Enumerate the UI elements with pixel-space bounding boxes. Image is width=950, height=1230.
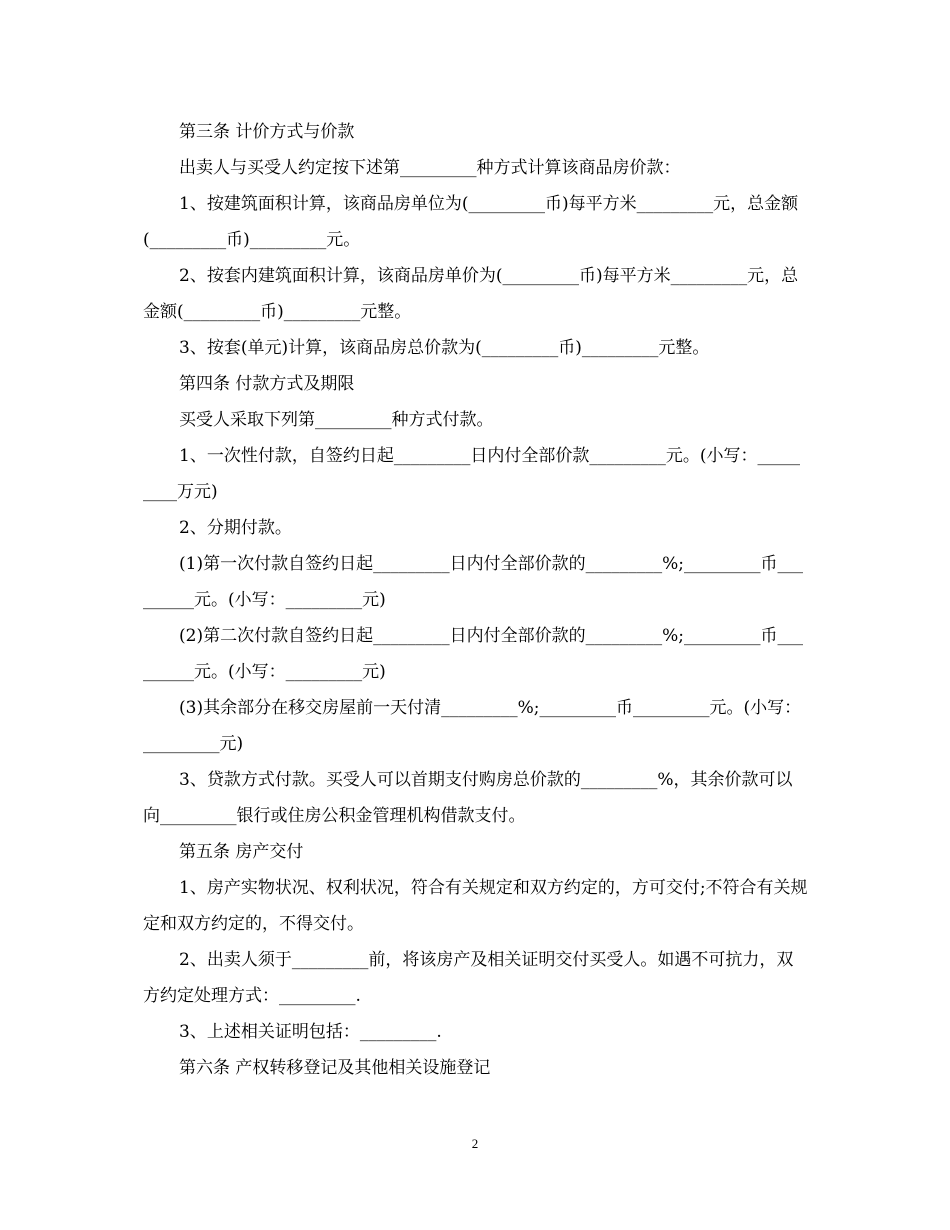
paragraph-delivery-deadline: 2、出卖人须于_________前，将该房产及相关证明交付买受人。如遇不可抗力，双方约定处理方式：_________. (143, 950, 794, 1006)
paragraph-remaining-installment: (3)其余部分在移交房屋前一天付清_________%;_________币_________元。(小写：_________元) (143, 698, 802, 754)
paragraph-first-installment: (1)第一次付款自签约日起_________日内付全部价款的_________%;_________币_________元。(小写：_________元) (143, 554, 803, 610)
article-6-heading: 第六条 产权转移登记及其他相关设施登记 (179, 1058, 491, 1078)
paragraph-loan-payment: 3、贷款方式付款。买受人可以首期支付购房总价款的_________%，其余价款可以向_________银行或住房公积金管理机构借款支付。 (143, 770, 793, 826)
paragraph-second-installment: (2)第二次付款自签约日起_________日内付全部价款的_________%;_________币_________元。(小写：_________元) (143, 626, 803, 682)
article-4-heading: 第四条 付款方式及期限 (179, 374, 355, 394)
article-3-heading: 第三条 计价方式与价款 (179, 122, 355, 142)
paragraph-payment-method: 买受人采取下列第_________种方式付款。 (179, 410, 494, 430)
paragraph-delivery-conditions: 1、房产实物状况、权利状况，符合有关规定和双方约定的，方可交付;不符合有关规定和双方约定的，不得交付。 (143, 878, 808, 934)
paragraph-lump-sum-payment: 1、一次性付款，自签约日起_________日内付全部价款_________元。(小写：_________万元) (143, 446, 800, 502)
paragraph-pricing-method: 出卖人与买受人约定按下述第_________种方式计算该商品房价款： (179, 158, 681, 178)
paragraph-price-by-unit: 3、按套(单元)计算，该商品房总价款为(_________币)_________元整。 (179, 338, 710, 358)
document-body (143, 114, 808, 1086)
paragraph-certificates: 3、上述相关证明包括：_________. (179, 1022, 442, 1042)
paragraph-price-by-building-area: 1、按建筑面积计算，该商品房单位为(_________币)每平方米_________元，总金额(_________币)_________元。 (143, 194, 799, 250)
paragraph-price-by-inner-area: 2、按套内建筑面积计算，该商品房单价为(_________币)每平方米_________元，总金额(_________币)_________元整。 (143, 266, 799, 322)
article-5-heading: 第五条 房产交付 (179, 842, 304, 862)
page-number: 2 (471, 1136, 479, 1151)
paragraph-installment-payment: 2、分期付款。 (179, 518, 292, 538)
